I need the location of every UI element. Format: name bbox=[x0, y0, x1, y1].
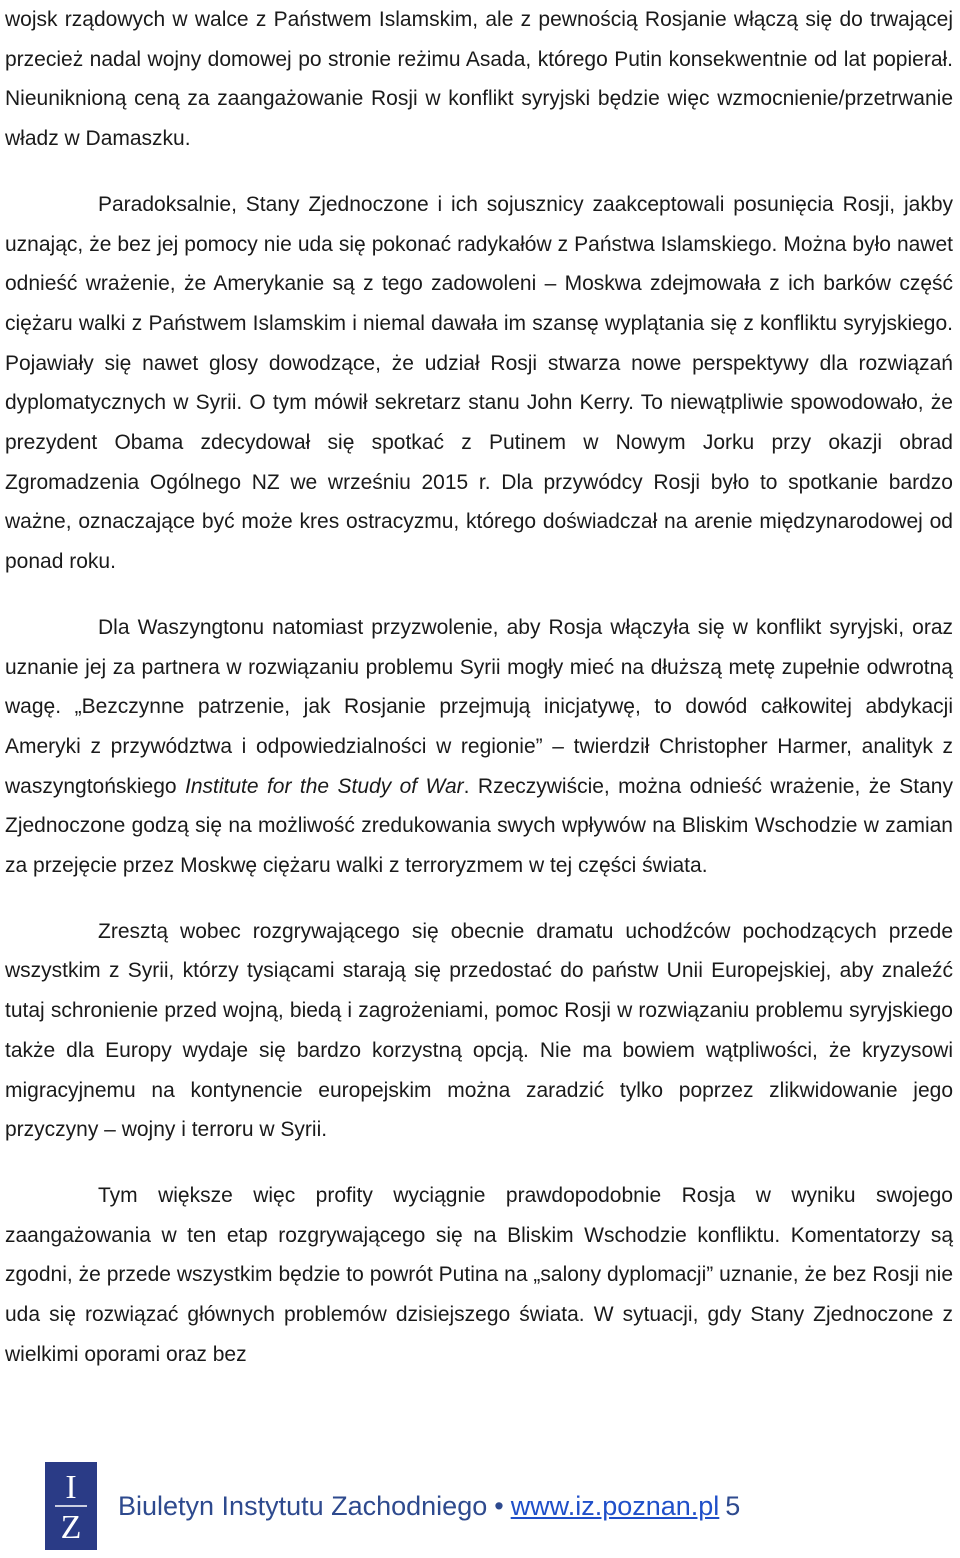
text-run: Dla Waszyngtonu natomiast przyzwolenie, aby Rosja włączyła się w konflikt syryjski, oraz uznanie jej za partnera w rozwiązaniu problemu Syrii mogły mieć na dłuższą metę zupełnie odwrotną wagę. „Bezczynne patrzenie, jak Rosjanie przejmują inicjatywę, to dowód całkowitej abdykacji Ameryki z przywództwa i odpowiedzialności w regionie” – twierdził Christopher Harmer, analityk z waszyngtońskiego bbox=[5, 615, 953, 798]
institute-logo bbox=[45, 1462, 97, 1550]
text-run: Zresztą wobec rozgrywającego się obecnie dramatu uchodźców pochodzących przede wszystkim z Syrii, którzy tysiącami starają się przedostać do państw Unii Europejskiej, aby znaleźć tutaj schronienie przed wojną, biedą i zagrożeniami, pomoc Rosji w rozwiązaniu problemu syryjskiego także dla Europy wydaje się bardzo korzystną opcją. Nie ma bowiem wątpliwości, że kryzysowi migracyjnemu na kontynencie europejskim można zaradzić tylko poprzez zlikwidowanie jego przyczyny – wojny i terroru w Syrii. bbox=[5, 919, 953, 1142]
italic-run: Institute for the Study of War bbox=[185, 774, 464, 798]
page-footer bbox=[45, 1462, 945, 1552]
paragraph-2 bbox=[5, 185, 953, 582]
paragraph-gap bbox=[5, 1150, 953, 1176]
iz-logo-icon bbox=[45, 1462, 97, 1550]
website-link[interactable]: www.iz.poznan.pl bbox=[510, 1491, 720, 1521]
publication-name: Biuletyn Instytutu Zachodniego bbox=[118, 1491, 488, 1521]
paragraph-3 bbox=[5, 608, 953, 886]
paragraph-gap bbox=[5, 159, 953, 185]
text-run: . Rzeczywiście, można odnieść wrażenie, że Stany Zjednoczone godzą się na możliwość zredukowania swych wpływów na Bliskim Wschodzie w zamian za przejęcie przez Moskwę ciężaru walki z terroryzmem w tej części świata. bbox=[5, 774, 953, 878]
paragraph-1 bbox=[5, 0, 953, 159]
svg-text:Z: Z bbox=[60, 1509, 82, 1546]
text-run: Tym większe więc profity wyciągnie prawdopodobnie Rosja w wyniku swojego zaangażowania w ten etap rozgrywającego się na Bliskim Wschodzie konfliktu. Komentatorzy są zgodni, że przede wszystkim będzie to powrót Putina na „salony dyplomacji” uznanie, że bez Rosji nie uda się rozwiązać głównych problemów dzisiejszego świata. W sytuacji, gdy Stany Zjednoczone z wielkimi oporami oraz bez bbox=[5, 1183, 953, 1366]
paragraph-gap bbox=[5, 582, 953, 608]
paragraph-4 bbox=[5, 912, 953, 1150]
footer-caption bbox=[118, 1489, 740, 1523]
article-body bbox=[5, 0, 953, 1375]
svg-text:I: I bbox=[65, 1469, 77, 1506]
paragraph-5 bbox=[5, 1176, 953, 1375]
text-run: Paradoksalnie, Stany Zjednoczone i ich sojusznicy zaakceptowali posunięcia Rosji, jakby uznając, że bez jej pomocy nie uda się pokonać radykałów z Państwa Islamskiego. Można było nawet odnieść wrażenie, że Amerykanie są z tego zadowoleni – Moskwa zdejmowała z ich barków część ciężaru walki z Państwem Islamskim i niemal dawała im szansę wyplątania się z konfliktu syryjskiego. Pojawiały się nawet glosy dowodzące, że udział Rosji stwarza nowe perspektywy dla rozwiązań dyplomatycznych w Syrii. O tym mówił sekretarz stanu John Kerry. To niewątpliwie spowodowało, że prezydent Obama zdecydował się spotkać z Putinem w Nowym Jorku przy okazji obrad Zgromadzenia Ogólnego NZ we wrześniu 2015 r. Dla przywódcy Rosji było to spotkanie bardzo ważne, oznaczające być może kres ostracyzmu, którego doświadczał na arenie międzynarodowej od ponad roku. bbox=[5, 192, 953, 574]
footer-separator: • bbox=[494, 1491, 504, 1521]
text-run: wojsk rządowych w walce z Państwem Islamskim, ale z pewnością Rosjanie włączą się do trwającej przecież nadal wojny domowej po stronie reżimu Asada, którego Putin konsekwentnie od lat popierał. Nieuniknioną ceną za zaangażowanie Rosji w konflikt syryjski będzie więc wzmocnienie/przetrwanie władz w Damaszku. bbox=[5, 8, 953, 151]
paragraph-gap bbox=[5, 886, 953, 912]
page-number: 5 bbox=[725, 1491, 741, 1521]
